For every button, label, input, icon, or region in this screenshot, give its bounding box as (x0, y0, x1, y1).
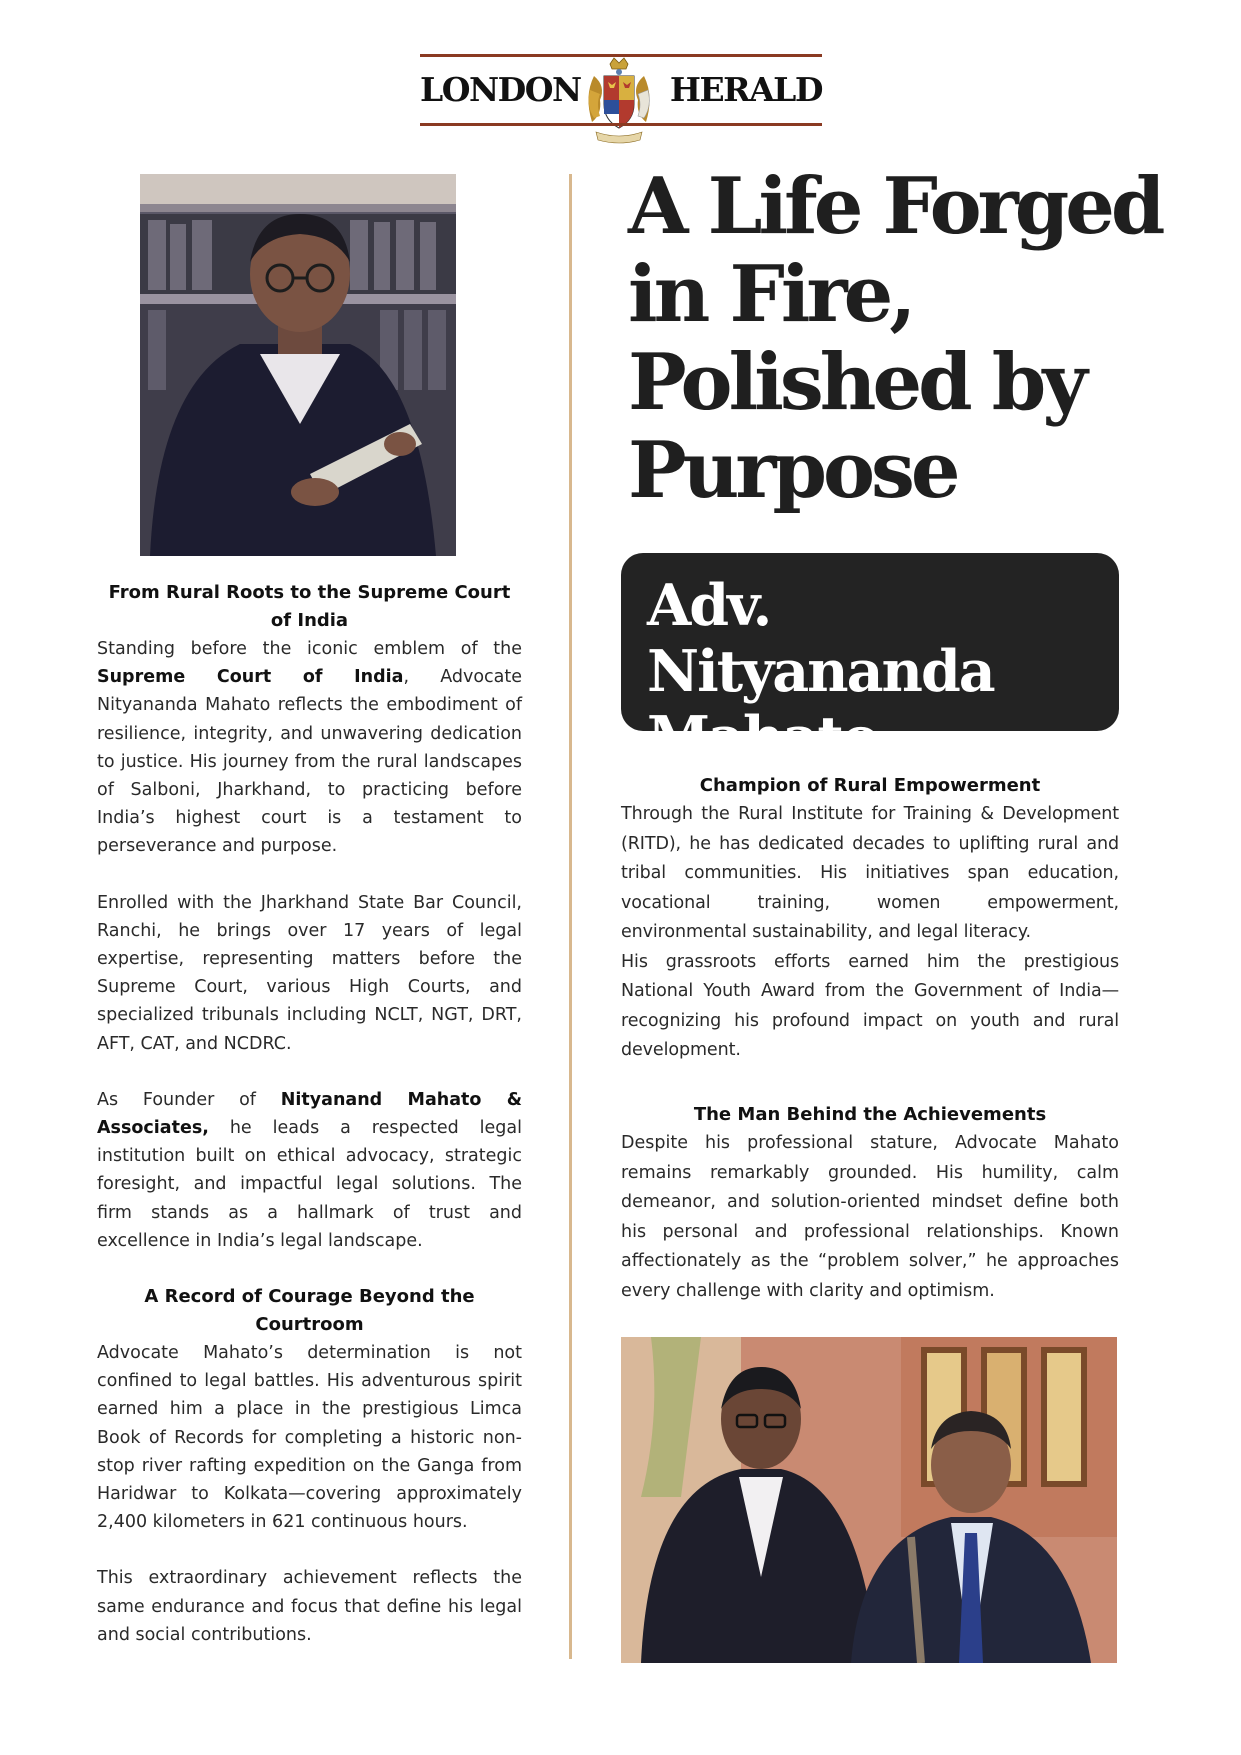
right-column-empowerment (621, 772, 1119, 1066)
section-heading-rural-roots: From Rural Roots to the Supreme Court of India (108, 582, 511, 631)
name-banner (621, 553, 1119, 771)
p3-text-start: As Founder of (97, 1089, 281, 1110)
royal-crest-icon (580, 56, 658, 146)
paragraph-youth-award: His grassroots efforts earned him the prestigious National Youth Award from the Government of India—recognizing his profound impact on youth and rural development. (621, 951, 1119, 1060)
headline-line-3: Polished by (628, 337, 1084, 428)
p1-text-end: , Advocate Nityananda Mahato reflects the embodiment of resilience, integrity, and unwavering dedication to justice. His journey from the rural landscapes of Salboni, Jharkhand, to practicing before India’s highest court is a testament to perseverance and purpose. (97, 667, 523, 857)
paragraph-supreme-court (97, 635, 522, 861)
section-heading-empowerment: Champion of Rural Empowerment (699, 775, 1041, 796)
p1-bold-supreme-court: Supreme Court of India (97, 667, 404, 688)
portrait-photo (140, 174, 456, 556)
name-line-2: Mahato (647, 704, 878, 771)
court-photo (621, 1337, 1117, 1663)
headline (628, 163, 1188, 515)
section-heading-courage: A Record of Courage Beyond the Courtroom (144, 1286, 475, 1336)
paragraph-bar-council: Enrolled with the Jharkhand State Bar Council, Ranchi, he brings over 17 years of legal expertise, representing matters before the Supreme Court, various High Courts, and specialized tribunals including NCLT, NGT, DRT, AFT, CAT, and NCDRC. (97, 892, 522, 1054)
right-column-man-behind (621, 1101, 1119, 1306)
masthead-word-herald: HERALD (669, 70, 822, 109)
paragraph-achievement: This extraordinary achievement reflects the same endurance and focus that define his legal and social contributions. (97, 1568, 522, 1645)
headline-line-2: in Fire, (628, 249, 913, 340)
p1-text-start: Standing before the iconic emblem of the (97, 639, 522, 659)
column-divider (569, 174, 572, 1659)
section-heading-man-behind: The Man Behind the Achievements (693, 1104, 1047, 1125)
p3-bold-firm-name: Nityanand Mahato & Associates, (97, 1089, 522, 1139)
paragraph-problem-solver: Despite his professional stature, Advocate Mahato remains remarkably grounded. His humility, calm demeanor, and solution-oriented mindset define both his personal and professional relationships. Known affectionately as the “problem solver,” he approaches every challenge with clarity and optimism. (621, 1133, 1119, 1301)
paragraph-ritd: Through the Rural Institute for Training & Development (RITD), he has dedicated decades to uplifting rural and tribal communities. His initiatives span education, vocational training, women empowerment, environmental sustainability, and legal literacy. (621, 804, 1119, 942)
headline-line-1: A Life Forged (628, 161, 1162, 252)
masthead-bottom-rule (420, 123, 822, 126)
masthead (420, 54, 822, 130)
p3-text-end: he leads a respected legal institution built on ethical advocacy, strategic foresight, and impactful legal solutions. The firm stands as a hallmark of trust and excellence in India’s legal landscape. (97, 1118, 522, 1251)
name-line-1: Adv. Nityananda (647, 572, 994, 705)
masthead-word-london: LONDON (420, 70, 581, 109)
headline-line-4: Purpose (628, 425, 957, 516)
paragraph-limca-record: Advocate Mahato’s determination is not confined to legal battles. His adventurous spirit earned him a place in the prestigious Limca Book of Records for completing a historic non-stop river rafting expedition on the Ganga from Haridwar to Kolkata—covering approximately 2,400 kilometers in 621 continuous hours. (97, 1343, 522, 1533)
paragraph-founder (97, 1086, 522, 1255)
left-column-article (97, 579, 522, 1649)
